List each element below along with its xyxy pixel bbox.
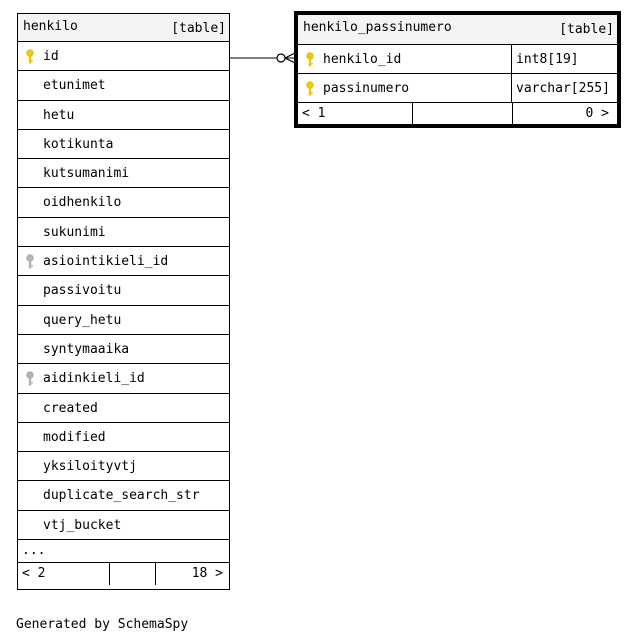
crows-foot-upper: [285, 52, 297, 58]
column-name: kotikunta: [43, 136, 114, 152]
column-name: syntymaaika: [43, 341, 130, 357]
column-name: passivoitu: [43, 283, 122, 299]
column-name: modified: [43, 429, 106, 445]
column-name: passinumero: [323, 81, 410, 96]
column-name: sukunimi: [43, 224, 106, 240]
column-name: asiointikieli_id: [43, 254, 169, 270]
column-type: int8[19]: [516, 52, 579, 67]
column-name: created: [43, 400, 98, 416]
column-name: hetu: [43, 107, 75, 123]
column-name: aidinkieli_id: [43, 371, 145, 387]
parents-count: < 2: [22, 566, 46, 582]
table-type-label: [table]: [559, 22, 614, 37]
column-name: kutsumanimi: [43, 166, 130, 182]
more-text: ...: [22, 543, 46, 559]
table-type-label: [table]: [171, 21, 226, 36]
column-type: varchar[255]: [516, 81, 610, 96]
column-name: oidhenkilo: [43, 195, 122, 211]
parents-count: < 1: [302, 106, 326, 121]
children-count: 18 >: [191, 566, 223, 582]
column-name: duplicate_search_str: [43, 488, 200, 504]
children-count: 0 >: [585, 106, 609, 121]
column-name: etunimet: [43, 78, 106, 94]
column-name: vtj_bucket: [43, 517, 122, 533]
table-name: henkilo: [23, 19, 78, 34]
column-name: query_hetu: [43, 312, 122, 328]
column-name: yksiloityvtj: [43, 459, 137, 475]
column-name: id: [43, 49, 59, 64]
column-name: henkilo_id: [323, 52, 402, 67]
generated-by-caption: Generated by SchemaSpy: [16, 617, 189, 632]
crows-foot-lower: [285, 58, 297, 64]
table-name: henkilo_passinumero: [303, 20, 452, 35]
zero-optionality-marker: [277, 54, 285, 62]
